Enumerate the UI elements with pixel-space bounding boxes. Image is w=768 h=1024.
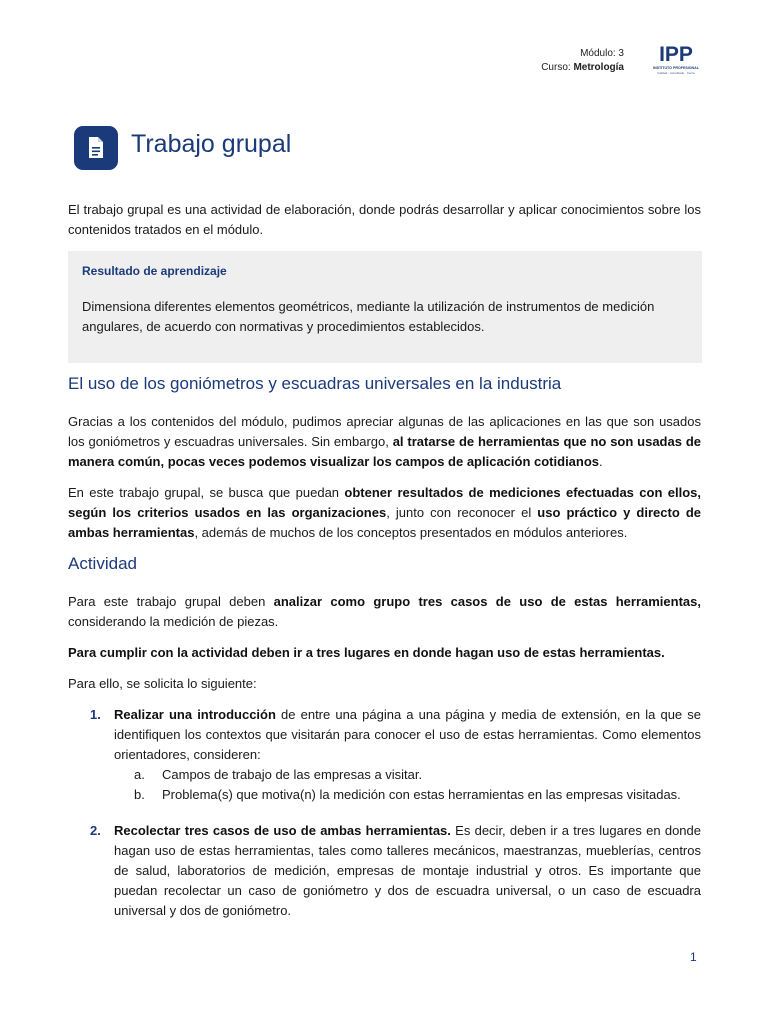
list-number: 1.	[90, 707, 101, 722]
intro-paragraph: El trabajo grupal es una actividad de elaboración, donde podrás desarrollar y aplicar conocimientos sobre los contenidos tratados en el módulo.	[68, 202, 701, 237]
page-number: 1	[690, 950, 697, 964]
logo-text: IPP	[659, 43, 693, 66]
activity-paragraph-3: Para ello, se solicita lo siguiente:	[68, 676, 257, 691]
sub-item-a: a. Campos de trabajo de las empresas a visitar.	[134, 767, 423, 782]
section1-paragraph-1: Gracias a los contenidos del módulo, pudimos apreciar algunas de las aplicaciones en las que son usados los goniómetros y escuadras universales. Sin embargo, al tratarse de herramientas que no son usadas de manera común, pocas veces podemos visualizar los campos de aplicación cotidianos.	[68, 414, 701, 469]
document-icon	[74, 126, 118, 170]
learning-outcome-box	[68, 251, 702, 363]
module-label: Módulo: 3	[580, 48, 624, 59]
section-heading-actividad: Actividad	[68, 554, 137, 573]
course-name: Metrología	[573, 62, 624, 73]
page-title: Trabajo grupal	[131, 130, 292, 158]
activity-paragraph-2: Para cumplir con la actividad deben ir a tres lugares en donde hagan uso de estas herramientas.	[68, 645, 665, 660]
course-label: Curso: Metrología	[541, 62, 624, 73]
logo-tagline: Calidad · Acreditado · Cerca	[657, 71, 695, 75]
activity-paragraph-1: Para este trabajo grupal deben analizar como grupo tres casos de uso de estas herramientas, considerando la medición de piezas.	[68, 594, 701, 629]
section-heading-goniometros: El uso de los goniómetros y escuadras universales en la industria	[68, 374, 562, 393]
learning-outcome-title: Resultado de aprendizaje	[82, 264, 227, 278]
document-page: Módulo: 3 Curso: Metrología IPP INSTITUTO PROFESIONAL Calidad · Acreditado · Cerca Trabajo grupal El trabajo grupal es una actividad de elaboración, donde podrás desarrollar y aplicar conocimientos sobre los contenidos tratados en el módulo. Resultado de aprendizaje Dimensiona diferentes elementos geométricos, mediante la utilización de instrumentos de medición angulares, de acuerdo con normativas y procedimientos establecidos. El uso de los goniómetros y escuadras universales en la industria Gracias a los contenidos del módulo, pudimos apreciar algunas de las aplicaciones en las que son usados los goniómetros y escuadras universales. Sin embargo, al tratarse de herramientas que no son usadas de manera común, pocas veces podemos visualizar los campos de aplicación cotidianos. En este trabajo grupal, se busca que puedan obtener resultados de mediciones efectuadas con ellos, según los criterios usados en las organizaciones, junto con reconocer el uso práctico y directo de ambas herramientas, además de muchos de los conceptos presentados en módulos anteriores. Actividad Para este trabajo grupal deben analizar como grupo tres casos de uso de estas herramientas, considerando la medición de piezas. Para cumplir con la actividad deben ir a tres lugares en donde hagan uso de estas herramientas. Para ello, se solicita lo siguiente: 1. Realizar una introducción de entre una página a una página y media de extensión, en la que se identifiquen los contextos que visitarán para conocer el uso de estas herramientas. Como elementos orientadores, consideren: a. Campos de trabajo de las empresas a visitar. b. Problema(s) que motiva(n) la medición con estas herramientas en las empresas visitadas. 2. Recolectar tres casos de uso de ambas herramientas. Es decir, deben ir a tres lugares en donde hagan uso de estas herramientas, tales como talleres mecánicos, maestranzas, mueblerías, centros de salud, laboratorios de medición, empresas de montaje industrial y otros. Es importante que puedan recolectar un caso de goniómetro y dos de escuadra universal, o un caso de escuadra universal y dos de goniómetro. 1	[0, 0, 768, 1024]
course-header	[500, 47, 624, 75]
sub-item-b: b. Problema(s) que motiva(n) la medición con estas herramientas en las empresas visitadas.	[134, 787, 681, 802]
section1-paragraph-2: En este trabajo grupal, se busca que puedan obtener resultados de mediciones efectuadas con ellos, según los criterios usados en las organizaciones, junto con reconocer el uso práctico y directo de ambas herramientas, además de muchos de los conceptos presentados en módulos anteriores.	[68, 485, 702, 540]
ipp-logo	[648, 44, 704, 82]
learning-outcome-text: Dimensiona diferentes elementos geométricos, mediante la utilización de instrumentos de medición angulares, de acuerdo con normativas y procedimientos establecidos.	[82, 299, 655, 334]
logo-subtitle: INSTITUTO PROFESIONAL	[653, 66, 699, 70]
list-number: 2.	[90, 823, 101, 838]
